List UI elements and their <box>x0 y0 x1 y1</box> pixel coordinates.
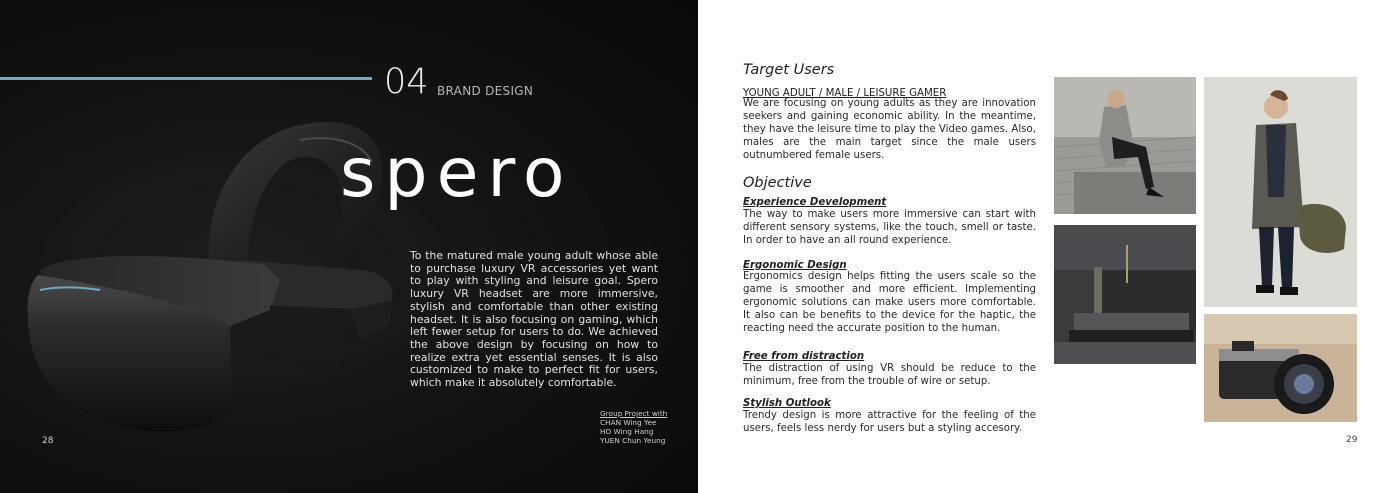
target-users-heading: Target Users <box>743 62 835 78</box>
objective-item-title: Ergonomic Design <box>743 260 847 271</box>
right-page <box>698 0 1400 493</box>
photo-fashion-model <box>1204 77 1357 307</box>
left-page <box>0 0 698 493</box>
objective-item-title: Experience Development <box>743 197 887 208</box>
section-number: 04 <box>384 62 429 102</box>
section-title: BRAND DESIGN <box>437 84 534 98</box>
photo-camera <box>1204 314 1357 422</box>
objective-item-title: Stylish Outlook <box>743 398 831 409</box>
credits-heading: Group Project with <box>600 409 668 418</box>
credits <box>600 409 690 445</box>
photo-man-sitting <box>1054 77 1196 214</box>
page-number-left: 28 <box>42 436 54 446</box>
credit-name: HO Wing Hang <box>600 427 654 436</box>
target-users-body: We are focusing on young adults as they are innovation seekers and gaining economic ability. In the meantime, they have the leisure time to play the Video games. Also, males are the main target since the male users outnumbered female users. <box>743 98 1036 161</box>
objective-item-body: The distraction of using VR should be reduce to the minimum, free from the trouble of wire or setup. <box>743 363 1036 387</box>
credit-name: YUEN Chun Yeung <box>600 436 666 445</box>
brand-description: To the matured male young adult whose able to purchase luxury VR accessories yet want to play with styling and leisure goal. Spero luxury VR headset are more immersive, stylish and comfortable than other existing headset. It is also focusing on gaming, which left fewer setup for users to do. We achieved the above design by focusing on how to realize extra yet essential senses. It is also customized to make to perfect fit for users, which make it absolutely comfortable. <box>410 249 658 390</box>
photo-bedroom <box>1054 225 1196 364</box>
page-number-right: 29 <box>1346 435 1358 445</box>
objective-heading: Objective <box>743 175 812 191</box>
objective-item-body: Trendy design is more attractive for the feeling of the users, feels less nerdy for users but a styling accesory. <box>743 410 1036 434</box>
objective-item-title: Free from distraction <box>743 351 865 362</box>
objective-item-body: The way to make users more immersive can start with different sensory systems, like the touch, smell or taste. In order to have an all round experience. <box>743 209 1036 246</box>
objective-item-body: Ergonomics design helps fitting the users scale so the game is smoother and more efficient. Implementing ergonomic solutions can make users more comfortable. It also can be benefits to the device for the haptic, the reacting need the accurate position to the human. <box>743 271 1036 334</box>
brand-logo: spero <box>340 134 574 213</box>
accent-line <box>0 77 372 80</box>
target-users-subheading: YOUNG ADULT / MALE / LEISURE GAMER <box>743 88 947 99</box>
credit-name: CHAN Wing Yee <box>600 418 657 427</box>
